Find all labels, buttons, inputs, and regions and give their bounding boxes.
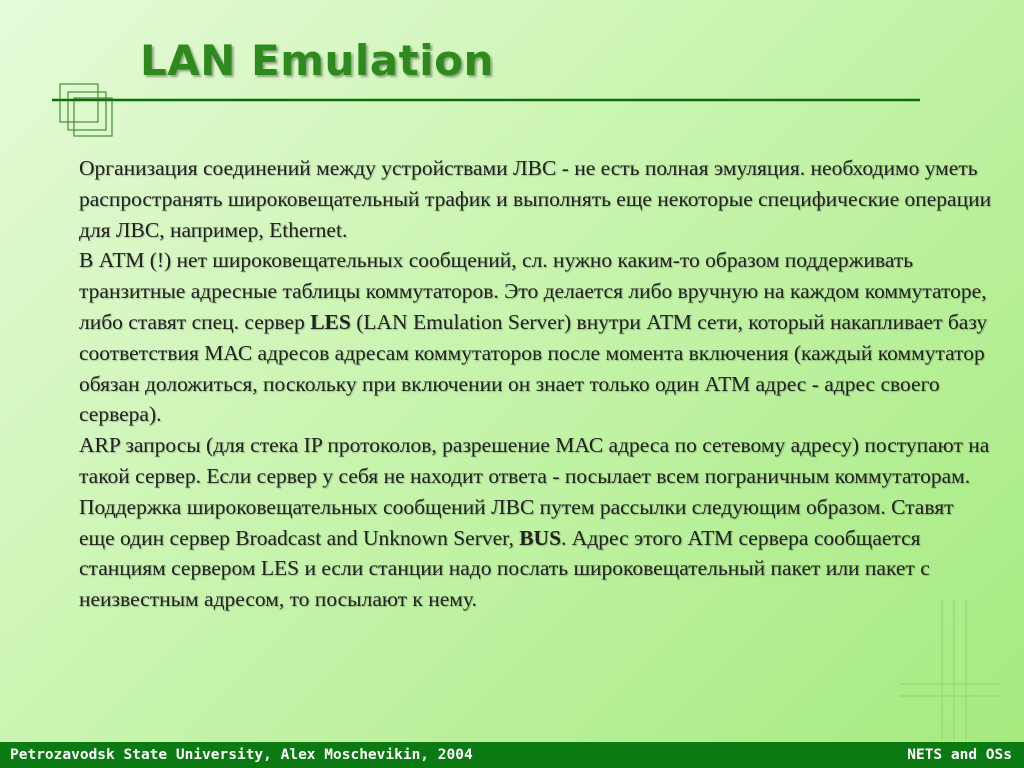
paragraph-text: (LAN Emulation Server) внутри АТМ сети, который накапливает базу соответствия МАС адресов адресам коммутаторов после момента включения (каждый коммутатор обязан доложиться, поскольку при включении он знает только один АТМ адрес - адрес своего сервера).: [79, 309, 988, 427]
les-term: LES: [310, 309, 351, 334]
bus-term: BUS: [519, 525, 562, 550]
paragraph-text: . Адрес этого АТМ сервера сообщается станциям сервером LES и если станции надо послать широковещательный пакет или пакет с неизвестным адресом, то посылают к нему.: [79, 525, 930, 612]
paragraph-text: ARP запросы (для стека IP протоколов, разрешение МАС адреса по сетевому адресу) поступают на такой сервер. Если сервер у себя не находит ответа - посылает всем пограничным коммутаторам.: [79, 433, 990, 488]
slide-title: LAN Emulation: [140, 36, 494, 85]
body-paragraph: [79, 153, 994, 245]
overlapping-squares-decoration: [60, 84, 112, 136]
footer-credit: Petrozavodsk State University, Alex Moschevikin, 2004: [10, 747, 473, 763]
paragraph-text: В АТМ (!) нет широковещательных сообщений, сл. нужно каким-то образом поддерживать транзитные адресные таблицы коммутаторов. Это делается либо вручную на каждом коммутаторе, либо ставят спец. сервер: [79, 248, 987, 334]
footer-bar: [0, 742, 1024, 768]
body-paragraph: [79, 430, 994, 492]
footer-course: NETS and OSs: [907, 747, 1012, 763]
body-paragraph: [79, 492, 994, 615]
paragraph-text: Поддержка широковещательных сообщений ЛВС путем рассылки следующим образом. Ставят еще один сервер Broadcast and Unknown Server,: [79, 494, 954, 550]
grid-lines-decoration: [900, 600, 1000, 740]
body-paragraph: [79, 245, 994, 430]
paragraph-text: Организация соединений между устройствами ЛВС - не есть полная эмуляция. необходимо уметь распространять широковещательный трафик и выполнять еще некоторые специфические операции для ЛВС, например, Ethernet.: [79, 156, 992, 242]
slide-body: [79, 153, 994, 615]
